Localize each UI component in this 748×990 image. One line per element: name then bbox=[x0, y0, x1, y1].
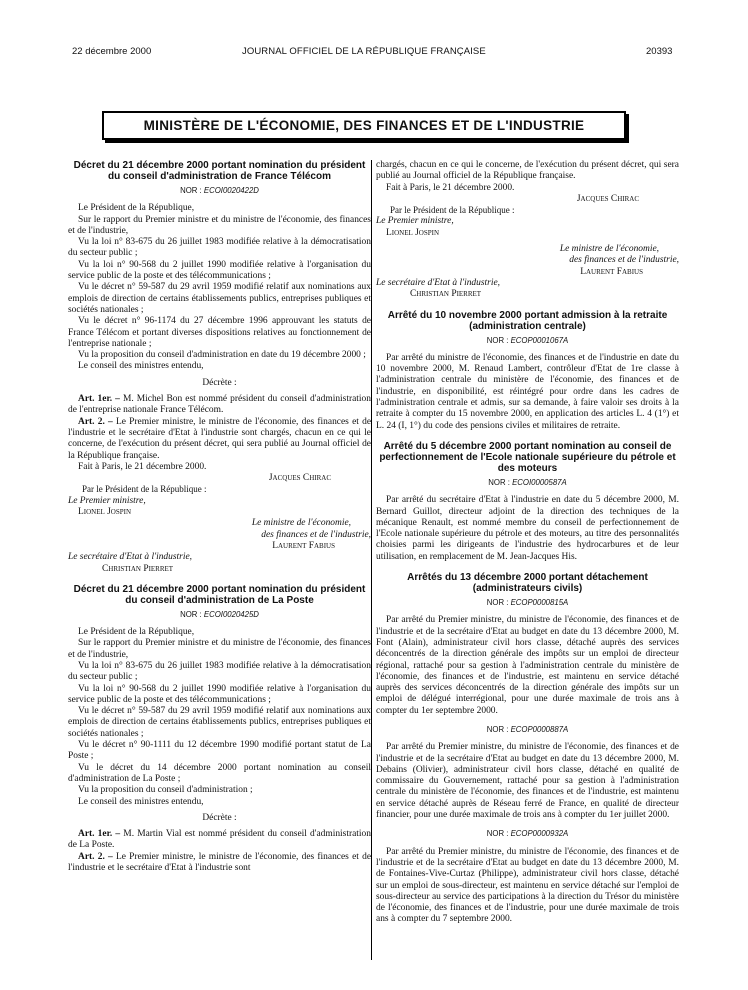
article-text: Le Premier ministre, le ministre de l'économie, des finances et de l'industrie et le secrétaire d'Etat à l'industrie sont bbox=[68, 851, 372, 874]
par-president: Par le Président de la République : bbox=[82, 484, 207, 495]
nor-code: ECOP0001067A bbox=[510, 335, 569, 345]
nor-code: ECOI0020422D bbox=[203, 186, 259, 195]
article-2 bbox=[68, 417, 371, 462]
secretary-name: Christian Pierret bbox=[410, 289, 482, 300]
pm-title: Le Premier ministre, bbox=[68, 495, 146, 506]
arrete-3-nor-3 bbox=[376, 828, 679, 839]
right-column bbox=[376, 160, 679, 926]
arrete-3-title: Arrêtés du 13 décembre 2000 portant détachement (administrateurs civils) bbox=[407, 572, 648, 595]
nor-label: NOR : bbox=[486, 724, 511, 734]
decrete-label: Décrète : bbox=[202, 812, 237, 823]
decree-2-title: Décret du 21 décembre 2000 portant nomination du président du conseil d'administration de La Poste bbox=[73, 583, 366, 606]
arrete-3-nor-1 bbox=[376, 597, 679, 608]
secretary-name: Christian Pierret bbox=[102, 563, 174, 574]
paragraph: Par arrêté du Premier ministre, du ministre de l'économie, des finances et de l'industrie et de la secrétaire d'Etat au budget en date du 13 décembre 2000, M. de Fontaines-Vive-Curtaz (Philippe), administrateur civil hors classe, détaché sur un emploi de sous-directeur, est maintenu en service détaché sur l'emploi de sous-directeur au service des participations à la direction du Trésor du ministère de l'économie, des finances et de l'industrie, pour une durée maximale de trois ans à compter du 7 septembre 2000. bbox=[376, 846, 679, 925]
page-header bbox=[0, 46, 748, 60]
paragraph: Par arrêté du Premier ministre, du ministre de l'économie, des finances et de l'industrie et de la secrétaire d'Etat au budget en date du 13 décembre 2000, M. Debains (Olivier), administrateur civil hors classe, détaché en qualité de commissaire du Gouvernement, rattaché pour sa gestion à l'administration centrale du ministère de l'économie, des finances et de l'industrie, est maintenu en service détaché auprès de Réseau ferré de France, en qualité de directeur financier, pour une durée maximale de trois ans à compter du 1er juillet 2000. bbox=[376, 742, 679, 821]
paragraph: Vu le décret du 14 décembre 2000 portant nomination au conseil d'administration de La Poste ; bbox=[68, 762, 371, 784]
paragraph: Vu la proposition du conseil d'administration en date du 19 décembre 2000 ; bbox=[78, 350, 366, 361]
nor-label: NOR : bbox=[486, 335, 511, 345]
paragraph: Vu la loi n° 90-568 du 2 juillet 1990 modifiée relative à l'organisation du service public de la poste et des télécommunications ; bbox=[68, 259, 371, 282]
paragraph: Vu le décret n° 90-1111 du 12 décembre 1990 modifié portant statut de La Poste ; bbox=[68, 740, 371, 762]
paragraph: Par arrêté du secrétaire d'Etat à l'industrie en date du 5 décembre 2000, M. Bernard Guillot, directeur adjoint de la direction des techniques de la mécanique Renault, est nommé membre du conseil de perfectionnement de l'Ecole nationale supérieure du pétrole et des moteurs, au titre des personnalités choisies parmi les dirigeants de l'industrie des hydrocarbures et de leur utilisation, en remplacement de M. Jean-Jacques His. bbox=[376, 495, 679, 562]
paragraph: Le Président de la République, bbox=[78, 203, 195, 214]
minister-title-2: des finances et de l'industrie, bbox=[261, 529, 371, 540]
paragraph: Le Président de la République, bbox=[78, 627, 195, 638]
paragraph: Vu la proposition du conseil d'administration ; bbox=[78, 785, 253, 796]
paragraph: Vu le décret n° 59-587 du 29 avril 1959 modifié relatif aux nominations aux emplois de direction de certains établissements publics, entreprises publiques et sociétés nationales ; bbox=[68, 706, 371, 739]
article-text: Le Premier ministre, le ministre de l'économie, des finances et de l'industrie et le secrétaire d'Etat à l'industrie sont chargés, chacun en ce qui le concerne, de l'exécution du présent décret, qui sera publié au Journal officiel de la République française. bbox=[68, 416, 372, 461]
paragraph: Par arrêté du Premier ministre, du ministre de l'économie, des finances et de l'industrie et de la secrétaire d'Etat au budget en date du 13 décembre 2000, M. Font (Alain), administrateur civil hors classe, détaché auprès des services déconcentrés de la direction générale des impôts sur un emploi de directeur régional, rattaché pour sa gestion à l'administration centrale du ministère de l'économie, des finances et de l'industrie, est maintenu en service détaché auprès des services déconcentrés de la direction générale des impôts sur un emploi de délégué interrégional, pour une durée maximale de trois ans à compter du 1er septembre 2000. bbox=[376, 615, 679, 716]
header-date: 22 décembre 2000 bbox=[72, 46, 152, 57]
decree-1-title: Décret du 21 décembre 2000 portant nomination du président du conseil d'administration de France Télécom bbox=[73, 160, 366, 182]
arrete-2-title: Arrêté du 5 décembre 2000 portant nomination au conseil de perfectionnement de l'Ecole nationale supérieure du pétrole et des moteurs bbox=[379, 440, 676, 474]
article-1 bbox=[68, 829, 371, 852]
paragraph: Vu le décret n° 96-1174 du 27 décembre 1996 approuvant les statuts de France Télécom et portant diverses dispositions relatives au fonctionnement de l'entreprise nationale ; bbox=[68, 316, 371, 349]
left-column bbox=[68, 160, 371, 874]
arrete-2-nor bbox=[376, 477, 679, 488]
minister-name: Laurent Fabius bbox=[272, 540, 335, 551]
article-text: M. Martin Vial est nommé président du conseil d'administration de La Poste. bbox=[68, 829, 371, 851]
minister-title-1: Le ministre de l'économie, bbox=[251, 518, 351, 529]
decree-1-nor bbox=[68, 185, 371, 196]
arrete-3-nor-2 bbox=[376, 724, 679, 735]
article-2 bbox=[68, 852, 371, 875]
secretary-title: Le secrétaire d'Etat à l'industrie, bbox=[376, 277, 501, 288]
nor-code: ECOP0000815A bbox=[510, 598, 569, 608]
header-page-number: 20393 bbox=[646, 46, 673, 57]
pm-name: Lionel Jospin bbox=[78, 507, 132, 518]
president-signature: Jacques Chirac bbox=[576, 193, 639, 204]
signing-date: Fait à Paris, le 21 décembre 2000. bbox=[78, 461, 207, 472]
paragraph: Vu le décret n° 59-587 du 29 avril 1959 modifié relatif aux nominations aux emplois de direction de certains établissements publics, entreprises publiques et sociétés nationales ; bbox=[68, 282, 371, 315]
paragraph: Le conseil des ministres entendu, bbox=[78, 361, 204, 372]
nor-code: ECOI0020425D bbox=[203, 609, 259, 619]
nor-code: ECOI0000587A bbox=[512, 477, 567, 487]
ministry-heading: MINISTÈRE DE L'ÉCONOMIE, DES FINANCES ET DE L'INDUSTRIE bbox=[102, 111, 626, 140]
par-president: Par le Président de la République : bbox=[390, 205, 515, 216]
nor-label: NOR : bbox=[180, 609, 204, 619]
decrete-label: Décrète : bbox=[202, 377, 237, 388]
paragraph: Le conseil des ministres entendu, bbox=[78, 796, 204, 807]
arrete-1-nor bbox=[376, 335, 679, 346]
minister-name: Laurent Fabius bbox=[580, 266, 643, 277]
paragraph: Par arrêté du ministre de l'économie, des finances et de l'industrie en date du 10 novembre 2000, M. Renaud Lambert, contrôleur d'Etat de 1re classe à l'administration centrale du ministère de l'économie, des finances et de l'industrie, en disponibilité, est réintégré pour ordre dans les cadres de l'administration centrale et admis, sur sa demande, à faire valoir ses droits à la retraite à compter du 15 novembre 2000, en application des articles L. 4 (1°) et L. 24 (I, 1°) du code des pensions civiles et militaires de retraite. bbox=[376, 352, 679, 431]
column-divider bbox=[371, 160, 372, 960]
pm-title: Le Premier ministre, bbox=[376, 216, 454, 227]
president-signature: Jacques Chirac bbox=[268, 473, 331, 484]
signing-date: Fait à Paris, le 21 décembre 2000. bbox=[386, 182, 515, 193]
paragraph: Vu la loi n° 83-675 du 26 juillet 1983 modifiée relative à la démocratisation du secteur public ; bbox=[68, 237, 371, 259]
decree-2-nor bbox=[68, 609, 371, 620]
pm-name: Lionel Jospin bbox=[386, 227, 440, 238]
paragraph: Sur le rapport du Premier ministre et du ministre de l'économie, des finances et de l'industrie, bbox=[68, 638, 371, 660]
nor-code: ECOP0000887A bbox=[510, 724, 569, 734]
paragraph: Sur le rapport du Premier ministre et du ministre de l'économie, des finances et de l'industrie, bbox=[68, 214, 371, 236]
article-1 bbox=[68, 394, 371, 417]
paragraph: Vu la loi n° 90-568 du 2 juillet 1990 modifiée relative à l'organisation du service public de la poste et des télécommunications ; bbox=[68, 683, 371, 705]
nor-code: ECOP0000932A bbox=[510, 829, 569, 839]
nor-label: NOR : bbox=[488, 477, 513, 487]
article-label: Art. 1er. – bbox=[78, 829, 121, 840]
arrete-1-title: Arrêté du 10 novembre 2000 portant admission à la retraite (administration centrale) bbox=[387, 309, 668, 332]
minister-title-2: des finances et de l'industrie, bbox=[569, 255, 679, 266]
article-text: M. Michel Bon est nommé président du conseil d'administration de l'entreprise nationale France Télécom. bbox=[68, 394, 371, 416]
article-label: Art. 2. – bbox=[78, 851, 113, 862]
nor-label: NOR : bbox=[486, 829, 511, 839]
nor-label: NOR : bbox=[180, 186, 204, 195]
paragraph: Vu la loi n° 83-675 du 26 juillet 1983 modifiée relative à la démocratisation du secteur public ; bbox=[68, 660, 371, 683]
minister-title-1: Le ministre de l'économie, bbox=[559, 244, 659, 255]
article-label: Art. 1er. – bbox=[78, 394, 120, 405]
secretary-title: Le secrétaire d'Etat à l'industrie, bbox=[68, 552, 193, 563]
nor-label: NOR : bbox=[486, 598, 511, 608]
continued-article: chargés, chacun en ce qui le concerne, de l'exécution du présent décret, qui sera publié au Journal officiel de la République française. bbox=[376, 160, 679, 182]
header-journal-title: JOURNAL OFFICIEL DE LA RÉPUBLIQUE FRANÇAISE bbox=[242, 46, 486, 57]
article-label: Art. 2. – bbox=[78, 416, 113, 427]
